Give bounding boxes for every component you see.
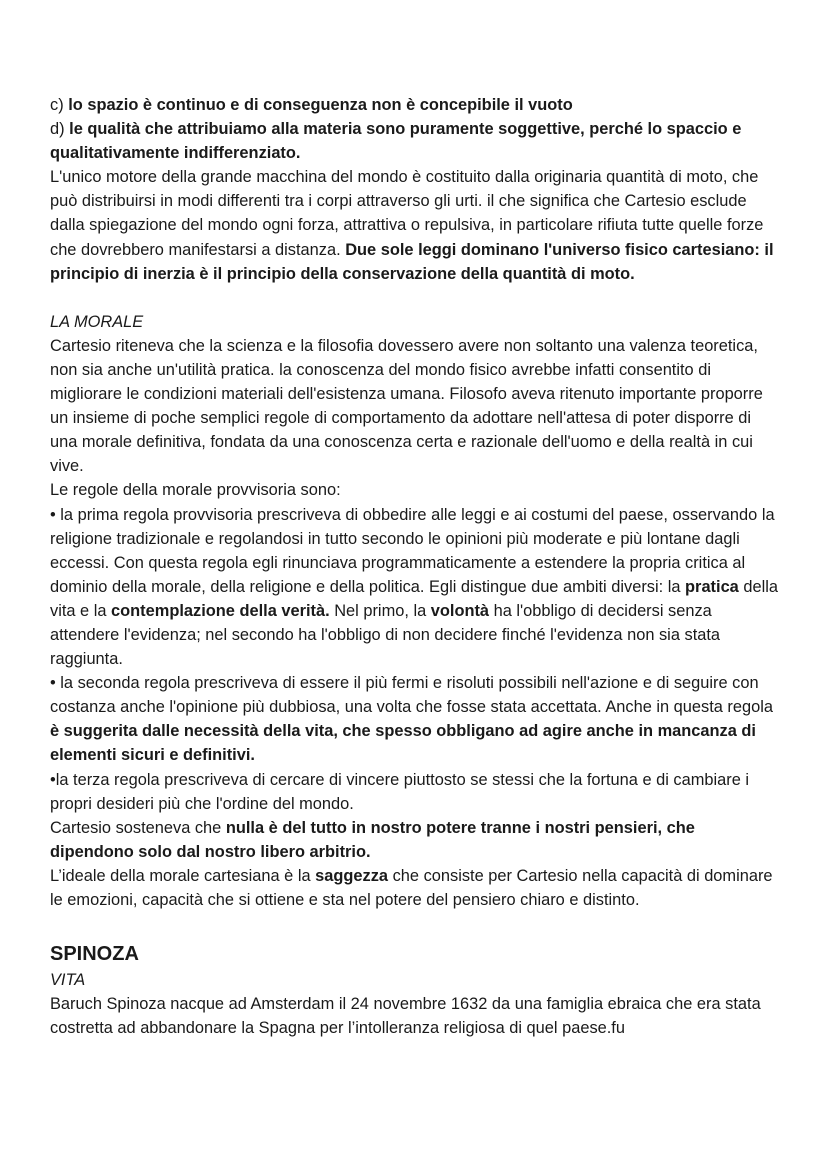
rule-1-text-3: Nel primo, la xyxy=(329,601,431,620)
ideale-text-2: che consiste per Cartesio nella capacità di dominare le emozioni, capacità che si ottiene e sta nel potere del pensiero chiaro e distinto. xyxy=(50,866,773,909)
sosteneva-bold: nulla è del tutto in nostro potere tranne i nostri pensieri, che dipendono solo dal nostro libero arbitrio. xyxy=(50,818,695,861)
ideale-bold: saggezza xyxy=(315,866,389,885)
sosteneva-text: Cartesio sosteneva che xyxy=(50,818,226,837)
paragraph-motore xyxy=(50,165,780,285)
rule-1-bold-2: contemplazione della verità. xyxy=(111,601,330,620)
item-d xyxy=(50,117,780,165)
rule-1-text-1: • la prima regola provvisoria prescriveva di obbedire alle leggi e ai costumi del paese, osservando la religione tradizionale e regolandosi in tutto secondo le opinioni più moderate e più lontane dagli eccessi. Con questa regola egli rinunciava programmaticamente a estendere la propria critica al dominio della morale, della religione e della politica. Egli distingue due ambiti diversi: la xyxy=(50,505,775,596)
subheading-vita: VITA xyxy=(50,971,86,990)
paragraph-morale-intro: Cartesio riteneva che la scienza e la filosofia dovessero avere non soltanto una valenza teoretica, non sia anche un'utilità pratica. la conoscenza del mondo fisico avrebbe infatti consentito di migliorare le condizioni materiali dell'esistenza umana. Filosofo aveva ritenuto importante proporre un insieme di poche semplici regole di comportamento da adottare nell'attesa di poter disporre di una morale definitiva, fondata da una conoscenza certa e razionale dell'uomo e della realtà in cui vive. xyxy=(50,336,763,476)
paragraph-sosteneva xyxy=(50,816,780,864)
spacer xyxy=(50,286,780,310)
paragraph-ideale xyxy=(50,864,780,912)
rule-1-text-4: ha l'obbligo di decidersi senza attendere l'evidenza; nel secondo ha l'obbligo di non decidere finché l'evidenza non sia stata raggiunta. xyxy=(50,601,721,669)
section-title-spinoza: SPINOZA xyxy=(50,943,139,966)
rule-3: •la terza regola prescriveva di cercare di vincere piuttosto se stessi che la fortuna e di cambiare i propri desideri più che l'ordine del mondo. xyxy=(50,770,750,813)
rule-1-bold-3: volontà xyxy=(430,601,490,620)
ideale-text-1: L’ideale della morale cartesiana è la xyxy=(50,866,316,885)
paragraph-spinoza-vita: Baruch Spinoza nacque ad Amsterdam il 24 novembre 1632 da una famiglia ebraica che era stata costretta ad abbandonare la Spagna per l’intolleranza religiosa di quel paese.fu xyxy=(50,995,761,1038)
item-c xyxy=(50,93,780,117)
rule-2 xyxy=(50,671,780,767)
item-d-prefix: d) xyxy=(50,120,70,139)
item-c-prefix: c) xyxy=(50,96,69,114)
motore-bold: Due sole leggi dominano l'universo fisico cartesiano: il principio di inerzia è il principio della conservazione della quantità di moto. xyxy=(50,240,774,283)
rule-2-bold-1: è suggerita dalle necessità della vita, che spesso obbligano ad agire anche in mancanza di elementi sicuri e definitivi. xyxy=(50,722,756,765)
rule-1-bold-1: pratica xyxy=(685,577,739,596)
motore-text: L'unico motore della grande macchina del mondo è costituito dalla originaria quantità di moto, che può distribuirsi in modi differenti tra i corpi attraverso gli urti. il che significa che Cartesio esclude dalla spiegazione del mondo ogni forza, attrattiva o repulsiva, in particolare rifiuta tutte quelle forze che dovrebbero manifestarsi a distanza. xyxy=(50,168,764,259)
rule-2-text-1: • la seconda regola prescriveva di essere il più fermi e risoluti possibili nell'azione e di seguire con costanza anche l'opinione più dubbiosa, una volta che fosse stata accettata. Anche in questa regola xyxy=(50,674,773,717)
rule-1-text-2: della vita e la xyxy=(50,577,778,620)
item-d-bold: le qualità che attribuiamo alla materia sono puramente soggettive, perché lo spaccio e qualitativamente indifferenziato. xyxy=(50,120,742,163)
item-c-bold: lo spazio è continuo e di conseguenza non è concepibile il vuoto xyxy=(68,96,573,114)
document-page xyxy=(50,93,780,1040)
section-heading-morale: LA MORALE xyxy=(50,312,144,331)
rule-1 xyxy=(50,503,780,672)
spacer xyxy=(50,912,780,940)
rules-intro: Le regole della morale provvisoria sono: xyxy=(50,481,341,500)
